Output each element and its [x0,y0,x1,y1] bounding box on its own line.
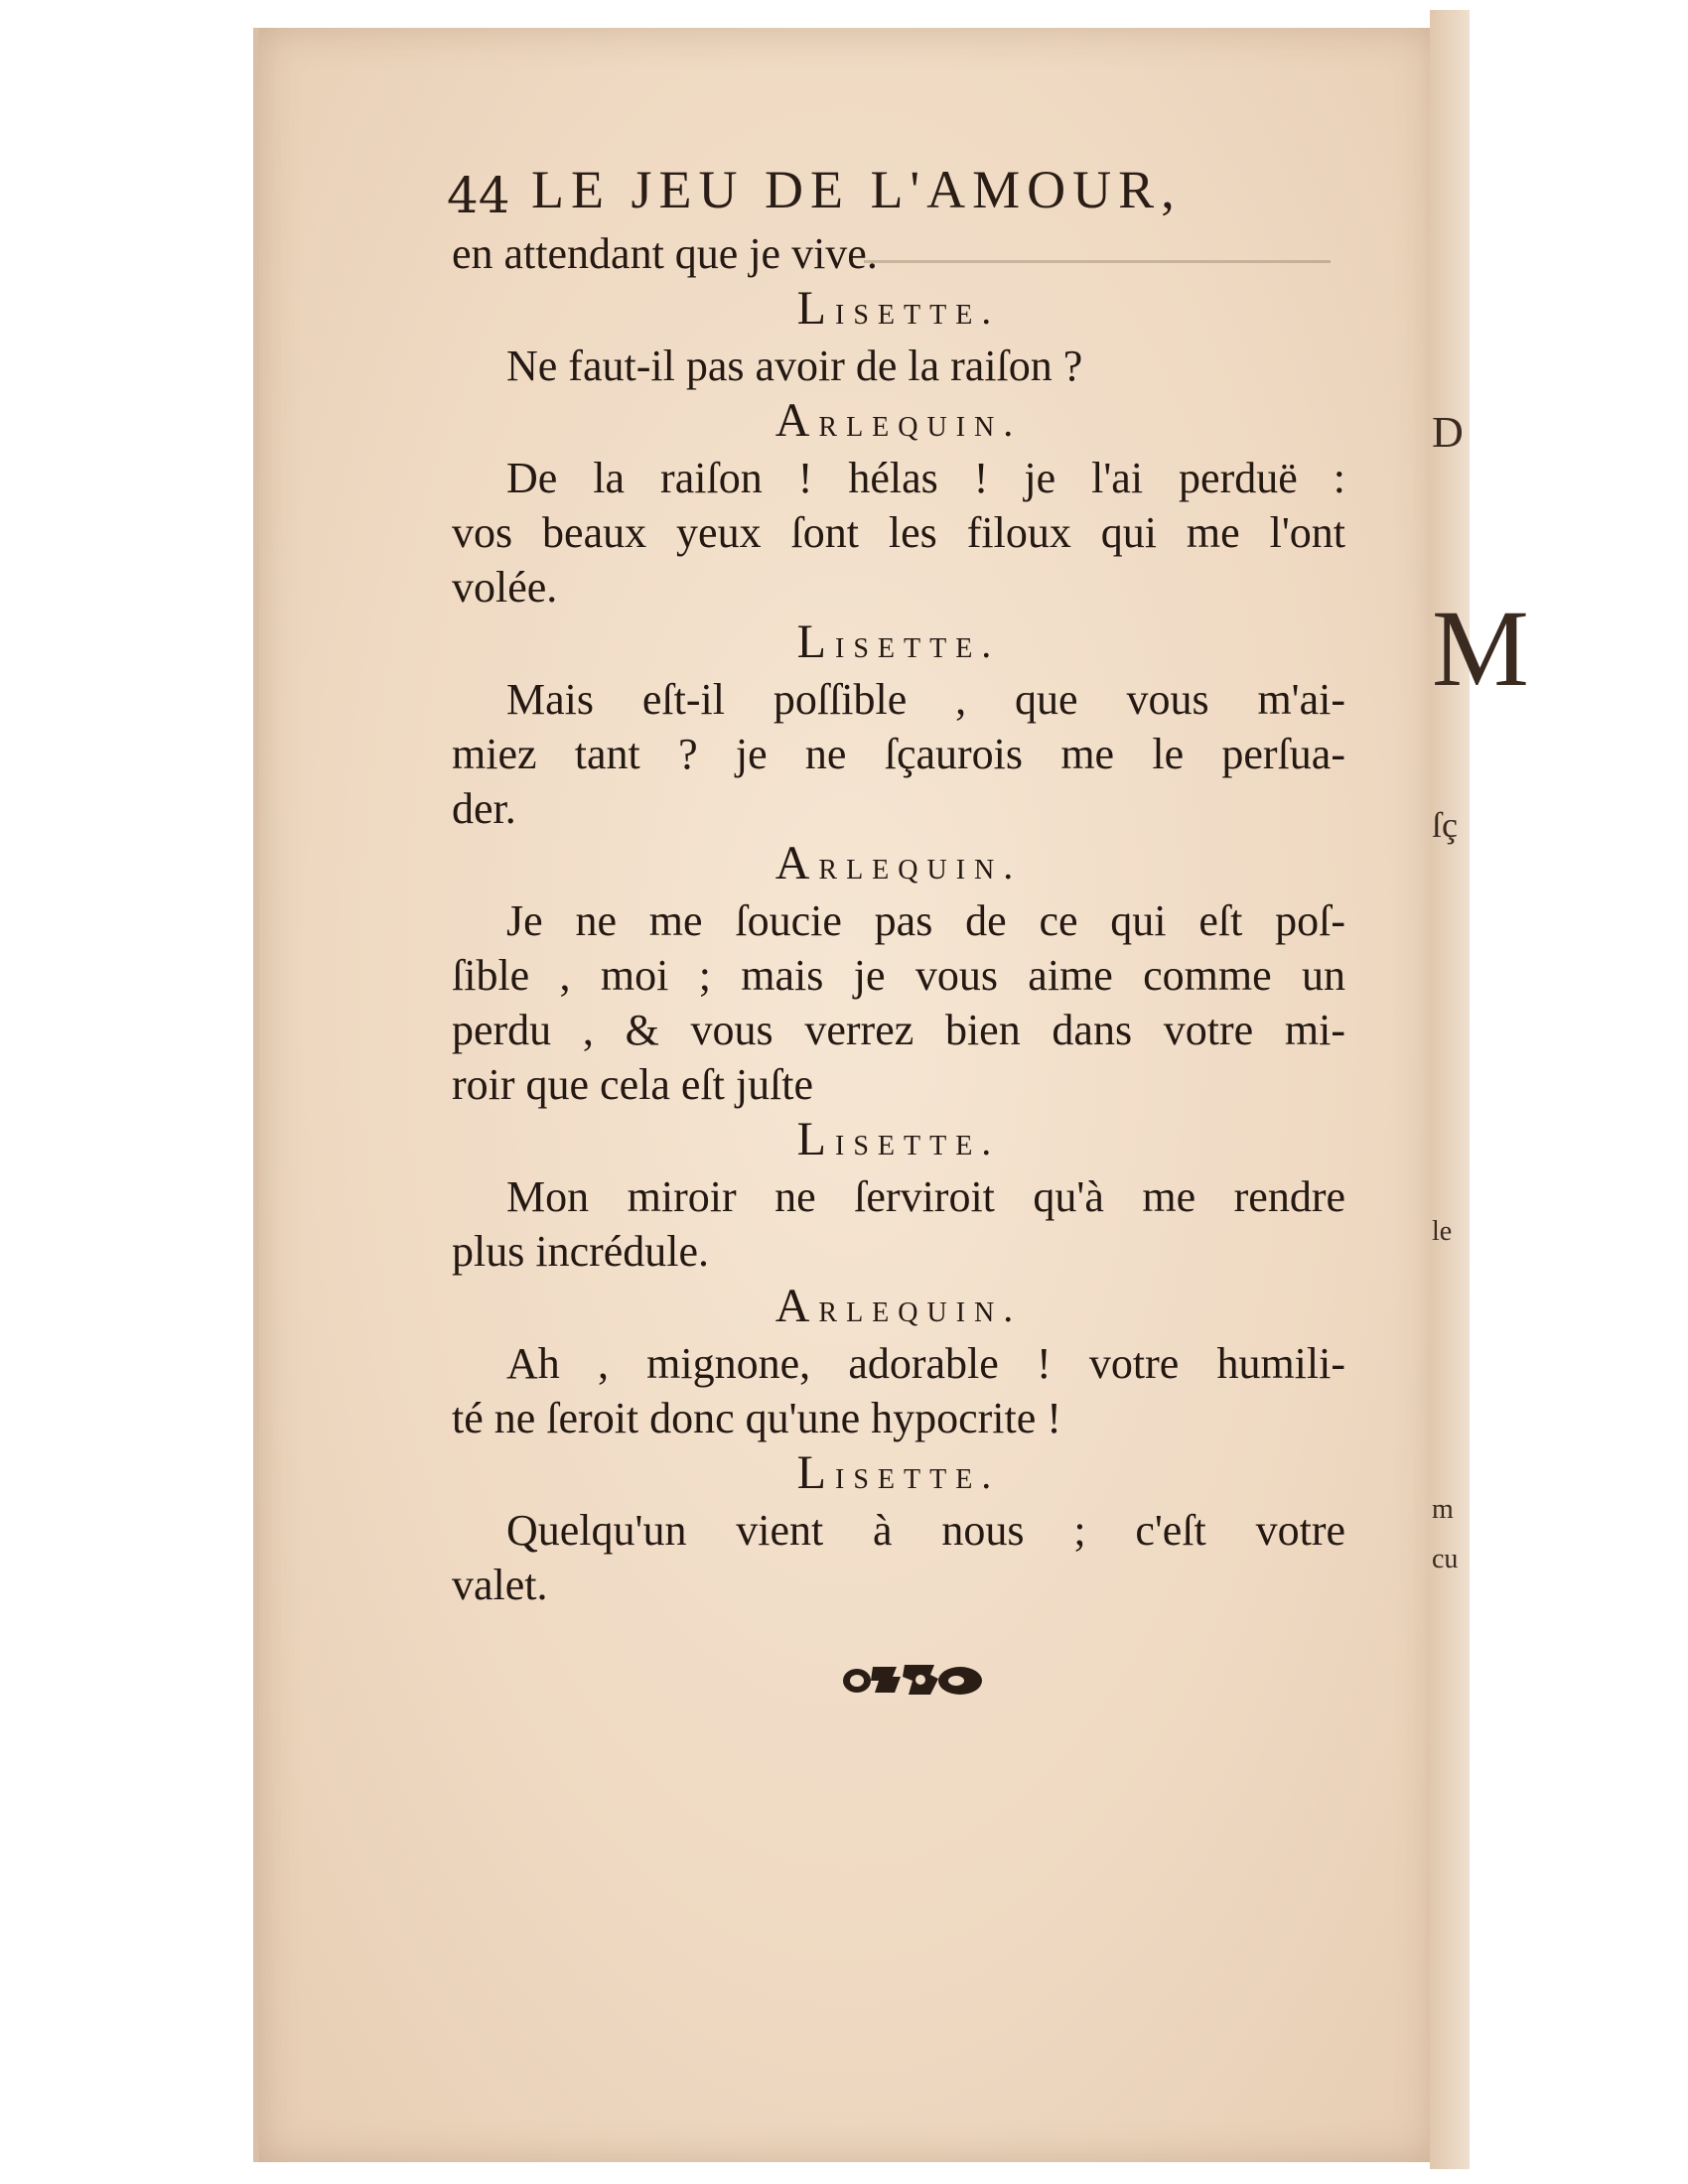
speaker-name: Lisette. [796,615,1001,668]
page-number: 44 [447,167,510,224]
text-line: De la raiſon ! hélas ! je l'ai perduë : [506,454,1345,502]
dialogue-text [452,226,1345,1612]
facing-page-fragment: m [1432,1494,1454,1525]
text-line: Mais eſt-il poſſible , que vous m'ai- [506,675,1345,724]
text-line: Mon miroir ne ſerviroit qu'à me rendre [506,1172,1345,1221]
text-line: ſible , moi ; mais je vous aime comme un [452,951,1345,1000]
text-line: vos beaux yeux ſont les filoux qui me l'ont [452,508,1345,557]
text-line: Quelqu'un vient à nous ; c'eſt votre [506,1506,1345,1555]
text-line: miez tant ? je ne ſçaurois me le perſua- [452,730,1345,778]
facing-page-fragment: D [1432,408,1464,457]
page-header [447,159,1340,228]
text-line: Ah , mignone, adorable ! votre humili- [506,1339,1345,1388]
running-title: LE JEU DE L'AMOUR, [531,160,1182,219]
text-line: en attendant que je vive. [452,229,878,278]
speaker-name: Arlequin. [774,1280,1023,1332]
facing-page-fragment: M [1432,588,1529,709]
text-line: plus incrédule. [452,1227,710,1276]
facing-page-edge [1430,10,1529,2169]
text-line: té ne ſeroit donc qu'une hypocrite ! [452,1394,1061,1442]
text-line: perdu , & vous verrez bien dans votre mi- [452,1006,1345,1054]
facing-page-fragment: ſç [1432,805,1458,845]
speaker-name: Lisette. [796,282,1001,335]
speaker-name: Lisette. [796,1113,1001,1165]
speaker-name: Arlequin. [774,837,1023,889]
facing-page-fragment: le [1432,1216,1453,1247]
text-line: Je ne me ſoucie pas de ce qui eſt poſ- [506,896,1345,945]
speaker-name: Lisette. [796,1446,1001,1499]
text-line: volée. [452,563,558,612]
speaker-name: Arlequin. [774,394,1023,447]
fleuron-ornament-icon [839,1653,988,1703]
text-line: der. [452,784,516,833]
facing-page-fragment: cu [1432,1544,1459,1574]
text-line: valet. [452,1561,548,1609]
text-line: Ne faut-il pas avoir de la raiſon ? [506,341,1083,390]
text-line: roir que cela eſt juſte [452,1060,814,1109]
